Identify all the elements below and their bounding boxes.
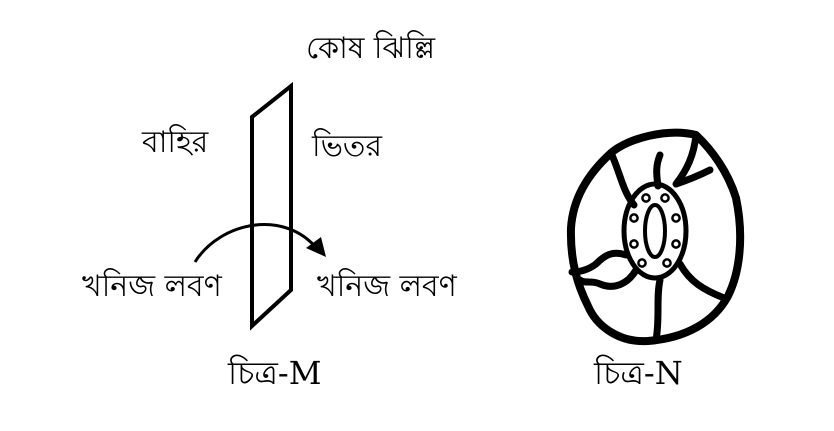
stomatal-pore xyxy=(645,205,665,257)
cell-wall-lower-right xyxy=(680,264,724,298)
membrane-label: কোষ ঝিল্লি xyxy=(306,31,436,66)
chloroplast xyxy=(638,259,645,266)
chloroplast xyxy=(642,194,649,201)
chloroplast xyxy=(630,214,637,221)
cell-wall-left xyxy=(572,253,626,272)
cell-wall-lower-center xyxy=(656,280,660,340)
inside-label: ভিতর xyxy=(312,129,382,164)
chloroplast xyxy=(663,259,670,266)
cell-membrane-sheet xyxy=(252,86,291,326)
guard-cell-pair xyxy=(624,184,686,278)
outside-label: বাহির xyxy=(142,125,209,160)
chloroplast xyxy=(672,214,679,221)
stoma-cell-figure xyxy=(571,133,740,341)
cell-wall-center-top xyxy=(657,155,660,186)
mineral-salt-right-label: খনিজ লবণ xyxy=(317,269,457,304)
mineral-salt-left-label: খনিজ লবণ xyxy=(82,269,222,304)
figure-m-caption: চিত্র-M xyxy=(228,354,322,392)
chloroplast xyxy=(630,240,637,247)
cell-wall-lower-left xyxy=(580,270,636,286)
figure-n-caption: চিত্র-N xyxy=(594,354,683,392)
transport-arrow-curve xyxy=(195,224,318,262)
chloroplast xyxy=(661,194,668,201)
chloroplast xyxy=(672,240,679,247)
